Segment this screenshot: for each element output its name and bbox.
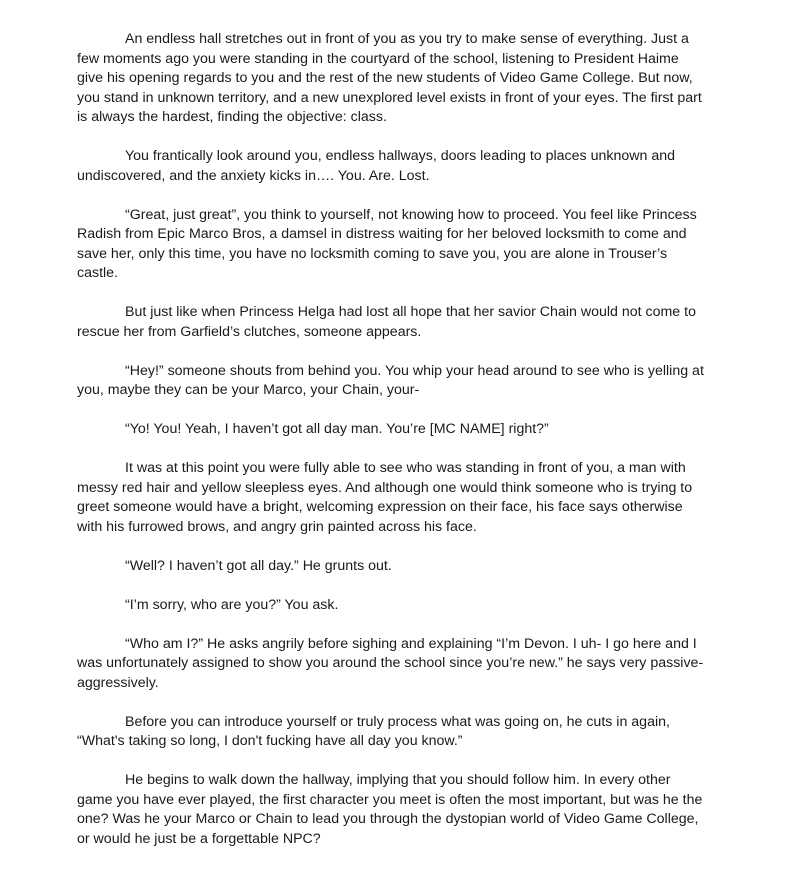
paragraph-3: “Great, just great”, you think to yourself, not knowing how to proceed. You feel like Princess Radish from Epic Marco Bros, a damsel in distress waiting for her beloved locksmith to come and save her, only this time, you have no locksmith coming to save you, you are alone in Trouser’s castle. — [77, 206, 697, 281]
paragraph-7: It was at this point you were fully able to see who was standing in front of you, a man with messy red hair and yellow sleepless eyes. And although one would think someone who is trying to greet someone would have a bright, welcoming expression on their face, his face says otherwise with his furrowed brows, and angry grin painted across his face. — [77, 460, 693, 535]
paragraph-10: “Who am I?” He asks angrily before sighing and explaining “I’m Devon. I uh- I go here and I was unfortunately assigned to show you around the school since you’re new.” he says very passive-aggressively. — [77, 635, 704, 691]
paragraph-5: “Hey!” someone shouts from behind you. You whip your head around to see who is yelling at you, maybe they can be your Marco, your Chain, your- — [77, 362, 704, 398]
paragraph-11: Before you can introduce yourself or truly process what was going on, he cuts in again, “What's taking so long, I don't fucking have all day you know.” — [77, 713, 670, 749]
paragraph-6: “Yo! You! Yeah, I haven’t got all day man. You’re [MC NAME] right?” — [125, 421, 549, 437]
paragraph-9: “I’m sorry, who are you?” You ask. — [125, 596, 339, 613]
paragraph-2: You frantically look around you, endless hallways, doors leading to places unknown and undiscovered, and the anxiety kicks in…. You. Are. Lost. — [77, 148, 675, 184]
paragraph-1: An endless hall stretches out in front of you as you try to make sense of everything. Just a few moments ago you were standing in the courtyard of the school, listening to President Haime give his opening regards to you and the rest of the new students of Video Game College. But now, you stand in unknown territory, and a new unexplored level exists in front of your eyes. The first part is always the hardest, finding the objective: class. — [77, 31, 702, 125]
paragraph-8: “Well? I haven’t got all day.” He grunts out. — [125, 557, 392, 574]
paragraph-4: But just like when Princess Helga had lost all hope that her savior Chain would not come to rescue her from Garfield’s clutches, someone appears. — [77, 304, 696, 340]
document-body — [77, 30, 707, 849]
paragraph-12: He begins to walk down the hallway, implying that you should follow him. In every other game you have ever played, the first character you meet is often the most important, but was he the one? Was he your Marco or Chain to lead you through the dystopian world of Video Game College, or would he just be a forgettable NPC? — [77, 772, 703, 847]
